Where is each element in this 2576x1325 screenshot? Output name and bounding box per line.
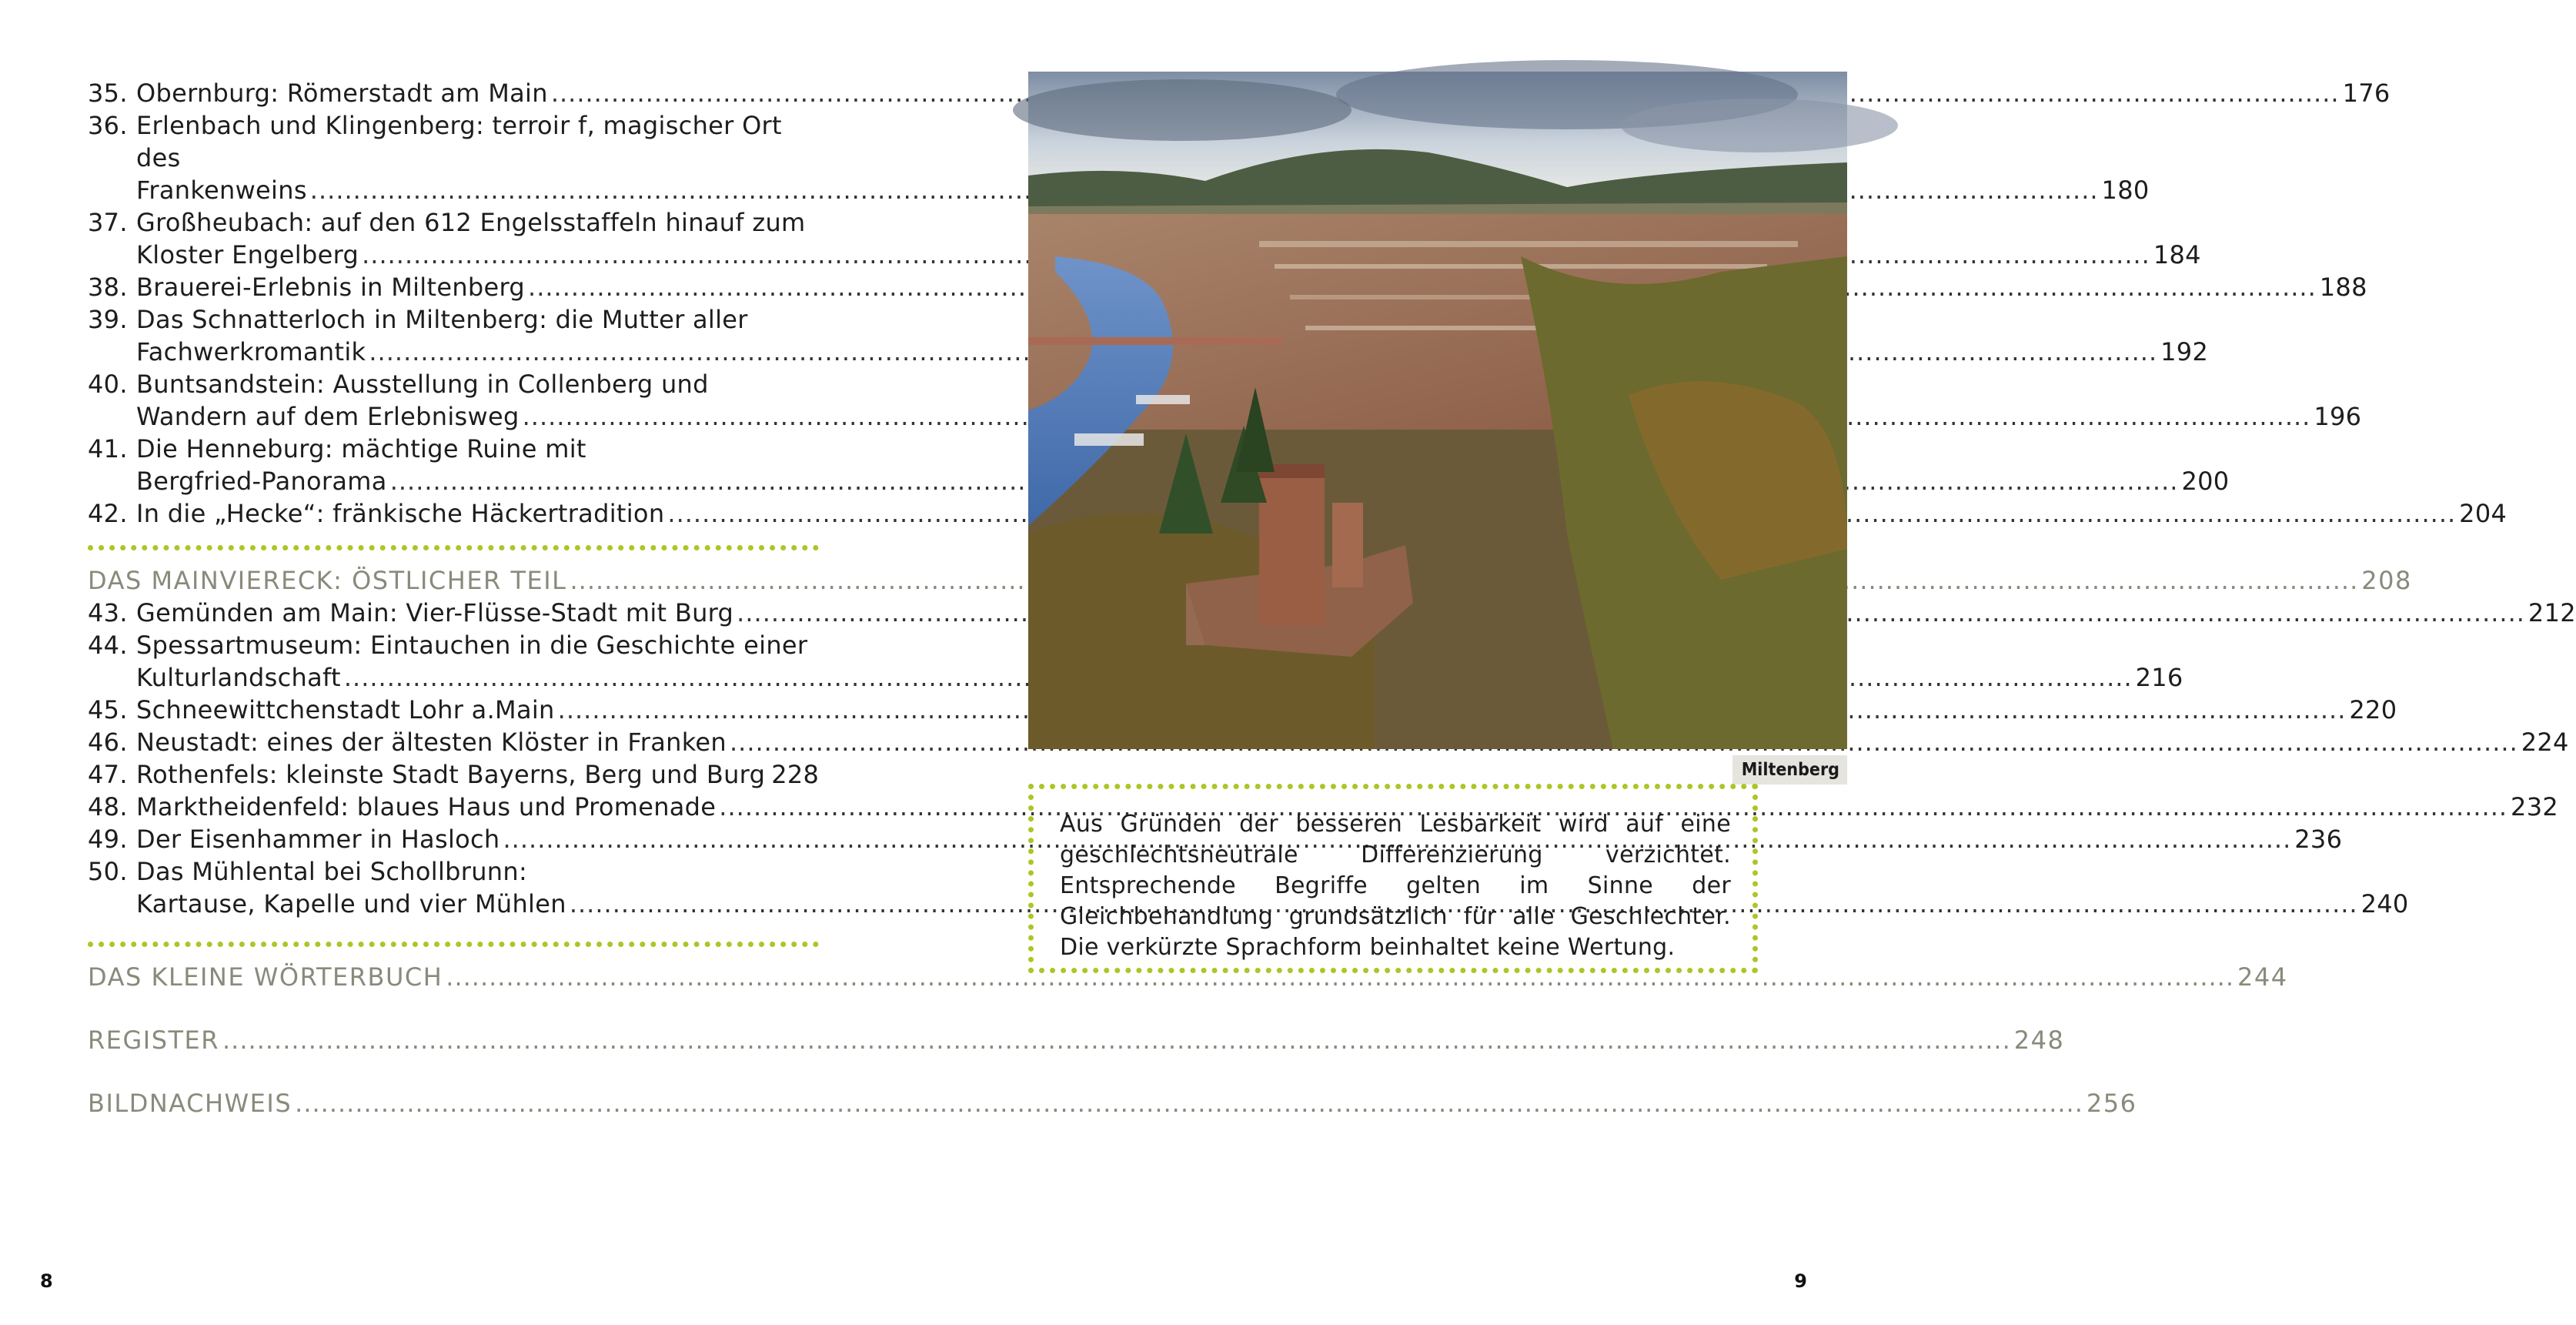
section-title: REGISTER: [88, 1026, 219, 1055]
section-title: DAS MAINVIERECK: ÖSTLICHER TEIL: [88, 566, 567, 595]
miltenberg-photo: [1028, 72, 1847, 780]
toc-entry[interactable]: [88, 368, 2362, 433]
entry-leader-row: [136, 239, 2201, 271]
entry-title-line: Das Mühlental bei Schollbrunn:: [136, 857, 528, 886]
toc-entry[interactable]: [88, 497, 2508, 530]
entry-leader-row: [136, 497, 2508, 530]
entry-leader-row: [136, 465, 2230, 497]
entry-page: 220: [2349, 695, 2397, 724]
entry-page: 212: [2528, 598, 2576, 627]
toc-entry[interactable]: [88, 855, 2409, 920]
entry-page: 204: [2459, 499, 2508, 528]
entry-leader-row: [136, 726, 2569, 758]
toc-entry[interactable]: [88, 303, 2209, 368]
toc-entry[interactable]: [88, 823, 2343, 855]
entry-title: Fachwerkromantik: [136, 337, 366, 366]
toc-entry[interactable]: [88, 758, 819, 791]
entry-title-line: Das Schnatterloch in Miltenberg: die Mutter aller: [136, 305, 748, 334]
toc-section-mainviereck[interactable]: [88, 564, 2412, 597]
aerial-photo-illustration: [1028, 72, 1847, 749]
entry-page: 188: [2319, 273, 2367, 302]
entry-leader-row: [136, 888, 2409, 920]
entry-title: Rothenfels: kleinste Stadt Bayerns, Berg und Burg: [136, 760, 766, 789]
entry-page: 200: [2181, 467, 2230, 496]
entry-page: 180: [2101, 176, 2150, 205]
dotted-divider: [88, 942, 819, 947]
entry-leader-row: [136, 174, 2150, 206]
entry-title: Bergfried-Panorama: [136, 467, 387, 496]
entry-page: 192: [2160, 337, 2209, 366]
dotted-divider: [88, 545, 819, 550]
entry-page: 184: [2153, 240, 2201, 269]
page-number-right: 9: [1794, 1270, 1807, 1292]
section-page: 208: [2361, 566, 2412, 595]
entry-number: 38.: [88, 273, 128, 302]
entry-page: 216: [2135, 663, 2183, 692]
entry-leader-row: [136, 77, 2391, 109]
entry-title: Kartause, Kapelle und vier Mühlen: [136, 889, 566, 918]
entry-number: 44.: [88, 631, 128, 660]
entry-title: Brauerei-Erlebnis in Miltenberg: [136, 273, 526, 302]
toc-entry[interactable]: [88, 271, 2367, 303]
toc-section-woerterbuch[interactable]: [88, 961, 2288, 993]
entry-leader-row: [136, 823, 2343, 855]
entry-number: 50.: [88, 857, 128, 886]
entry-title-line: Großheubach: auf den 612 Engelsstaffeln hinauf zum: [136, 208, 806, 237]
toc-entry[interactable]: [88, 791, 2559, 823]
entry-leader-row: [136, 694, 2397, 726]
leader-dots: [222, 1024, 2011, 1056]
entry-title: Wandern auf dem Erlebnisweg: [136, 402, 520, 431]
toc-list-top: [88, 77, 2508, 530]
entry-number: 40.: [88, 370, 128, 399]
entry-number: 49.: [88, 825, 128, 854]
photo-caption: Miltenberg: [1732, 755, 1847, 785]
entry-number: 45.: [88, 695, 128, 724]
entry-number: 46.: [88, 728, 128, 757]
entry-leader-row: [136, 336, 2209, 368]
entry-number: 37.: [88, 208, 128, 237]
entry-leader-row: [136, 791, 2559, 823]
entry-number: 48.: [88, 792, 128, 821]
section-page: 244: [2237, 962, 2288, 992]
toc-section-register[interactable]: [88, 1024, 2065, 1056]
entry-leader-row: [136, 271, 2367, 303]
entry-title: Schneewittchenstadt Lohr a.Main: [136, 695, 555, 724]
entry-leader-row: [136, 597, 2576, 629]
entry-title: Obernburg: Römerstadt am Main: [136, 79, 548, 108]
section-title: BILDNACHWEIS: [88, 1089, 292, 1118]
entry-page: 196: [2314, 402, 2362, 431]
entry-number: 43.: [88, 598, 128, 627]
section-page: 256: [2086, 1089, 2137, 1118]
entry-number: 41.: [88, 434, 128, 463]
entry-title-line: Die Henneburg: mächtige Ruine mit: [136, 434, 586, 463]
section-page: 248: [2013, 1026, 2065, 1055]
disclaimer-text: Aus Gründen der besseren Lesbarkeit wird auf eine geschlechtsneutrale Differenzierung verzichtet. Entsprechende Begriffe gelten im Sinne der Gleichbehandlung grundsätzlich für alle Geschlechter. Die verkürzte Sprachform beinhaltet keine Wertung.: [1060, 811, 1731, 961]
page-number-left: 8: [40, 1270, 53, 1292]
entry-title-line: Buntsandstein: Ausstellung in Collenberg und: [136, 370, 709, 399]
entry-title-line: Erlenbach und Klingenberg: terroir f, magischer Ort des: [136, 111, 782, 172]
entry-page: 224: [2521, 728, 2569, 757]
entry-leader-row: [136, 758, 819, 791]
disclaimer-box: [1028, 784, 1758, 973]
entry-title: Neustadt: eines der ältesten Klöster in Franken: [136, 728, 727, 757]
entry-leader-row: [136, 400, 2362, 433]
entry-title-line: Spessartmuseum: Eintauchen in die Geschichte einer: [136, 631, 808, 660]
entry-number: 42.: [88, 499, 128, 528]
toc-entry[interactable]: [88, 694, 2397, 726]
entry-number: 36.: [88, 111, 128, 140]
toc-entry[interactable]: [88, 109, 2150, 206]
entry-page: 240: [2360, 889, 2409, 918]
section-title: DAS KLEINE WÖRTERBUCH: [88, 962, 443, 992]
toc-entry[interactable]: [88, 726, 2569, 758]
entry-title: Kulturlandschaft: [136, 663, 341, 692]
toc-entry[interactable]: [88, 77, 2391, 109]
toc-entry[interactable]: [88, 433, 2230, 497]
entry-page: 236: [2294, 825, 2343, 854]
entry-number: 39.: [88, 305, 128, 334]
entry-page: 228: [771, 760, 820, 789]
toc-entry[interactable]: [88, 597, 2576, 629]
toc-entry[interactable]: [88, 206, 2201, 271]
entry-title: Frankenweins: [136, 176, 307, 205]
entry-page: 232: [2511, 792, 2559, 821]
entry-title: Gemünden am Main: Vier-Flüsse-Stadt mit Burg: [136, 598, 734, 627]
entry-title: In die „Hecke“: fränkische Häckertradition: [136, 499, 665, 528]
leader-dots: [295, 1087, 2083, 1119]
toc-entry[interactable]: [88, 629, 2183, 694]
toc-section-bildnachweis[interactable]: [88, 1087, 2137, 1119]
entry-title: Kloster Engelberg: [136, 240, 359, 269]
entry-title: Marktheidenfeld: blaues Haus und Promenade: [136, 792, 717, 821]
entry-title: Der Eisenhammer in Hasloch: [136, 825, 500, 854]
entry-number: 47.: [88, 760, 128, 789]
entry-number: 35.: [88, 79, 128, 108]
entry-page: 176: [2342, 79, 2391, 108]
entry-leader-row: [136, 661, 2183, 694]
